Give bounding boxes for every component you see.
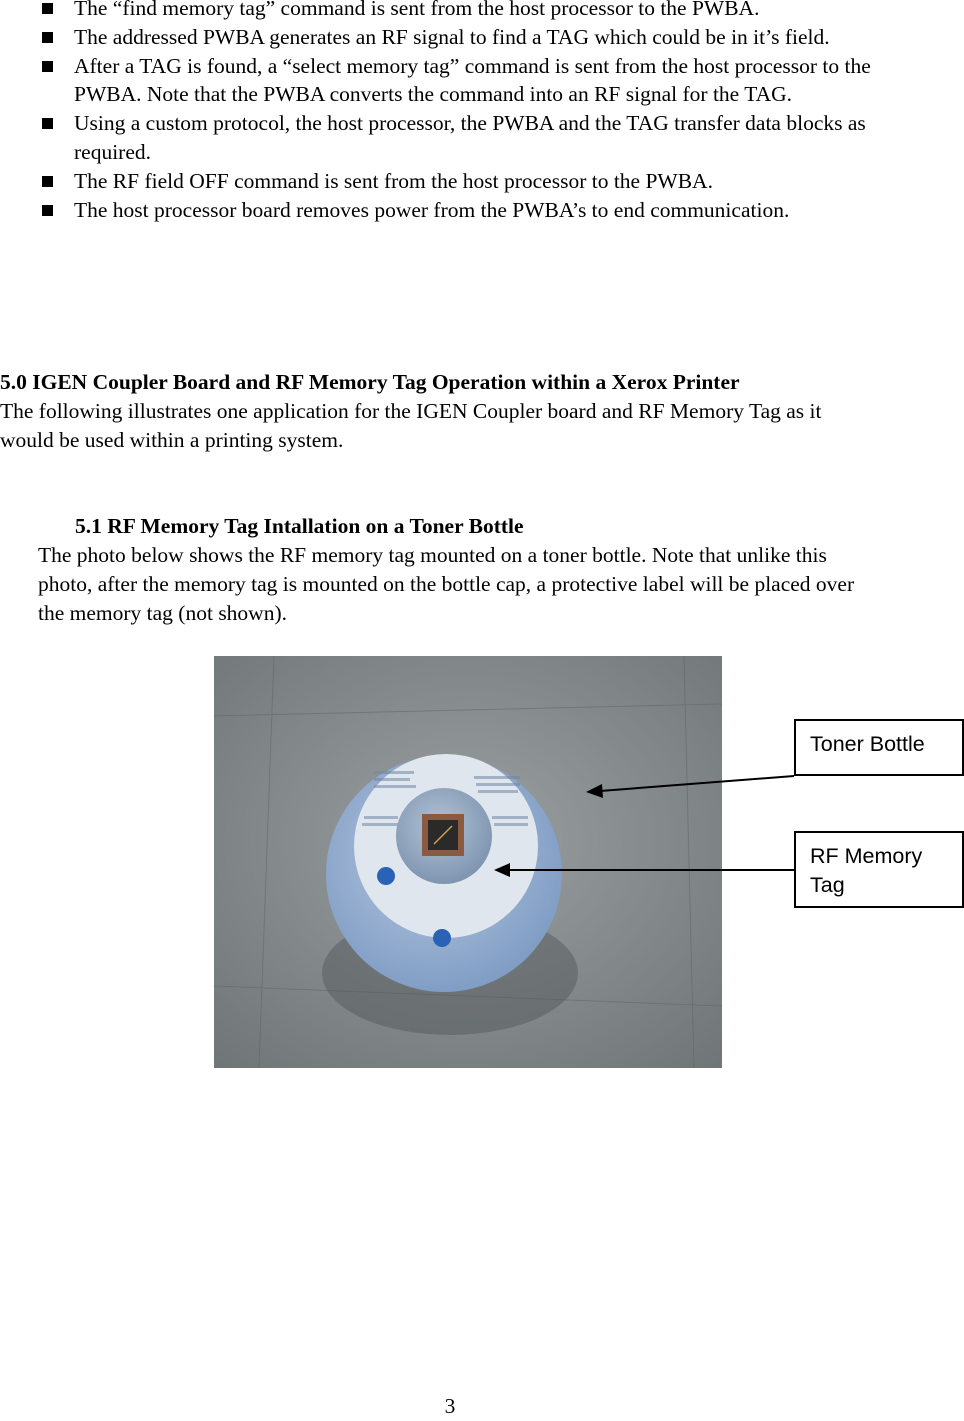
toner-bottle-photo [214, 656, 722, 1068]
bullet-text: The “find memory tag” command is sent from the host processor to the PWBA. [74, 0, 760, 20]
bullet-text: The host processor board removes power from the PWBA’s to end communication. [74, 197, 790, 222]
section-5-1-paragraph: The photo below shows the RF memory tag mounted on a toner bottle. Note that unlike this photo, after the memory tag is mounted on the bottle cap, a protective label will be placed over the memory tag (not shown). [38, 543, 855, 625]
bullet-text: The addressed PWBA generates an RF signal to find a TAG which could be in it’s field. [74, 24, 830, 49]
bullet-item [40, 167, 900, 196]
bullet-text: Using a custom protocol, the host processor, the PWBA and the TAG transfer data blocks as required. [74, 111, 866, 164]
section-5-paragraph: The following illustrates one application for the IGEN Coupler board and RF Memory Tag as it would be used within a printing system. [0, 399, 822, 452]
square-bullet-icon [42, 3, 53, 14]
toner-bottle-callout-text: Toner Bottle [810, 732, 925, 756]
bullet-item [40, 52, 900, 110]
square-bullet-icon [42, 61, 53, 72]
page-number: 3 [444, 1394, 456, 1418]
bullet-text: After a TAG is found, a “select memory tag” command is sent from the host processor to the PWBA. Note that the PWBA converts the command into an RF signal for the TAG. [74, 53, 871, 107]
square-bullet-icon [42, 205, 53, 216]
section-5-1-heading: 5.1 RF Memory Tag Intallation on a Toner Bottle [75, 514, 524, 538]
square-bullet-icon [42, 32, 53, 43]
square-bullet-icon [42, 176, 53, 187]
bullet-item [40, 0, 900, 23]
bullet-item [40, 196, 900, 225]
bullet-item [40, 109, 900, 167]
step-2-icon [433, 929, 451, 947]
bullet-text: The RF field OFF command is sent from the host processor to the PWBA. [74, 168, 713, 193]
bullet-item [40, 23, 900, 52]
step-1-icon [377, 867, 395, 885]
rf-memory-tag-callout-text: RF Memory Tag [810, 844, 923, 897]
section-5-heading: 5.0 IGEN Coupler Board and RF Memory Tag Operation within a Xerox Printer [0, 370, 740, 394]
rf-memory-tag-callout [794, 831, 964, 908]
square-bullet-icon [42, 118, 53, 129]
toner-bottle-callout [794, 719, 964, 776]
bullet-list [40, 0, 900, 224]
